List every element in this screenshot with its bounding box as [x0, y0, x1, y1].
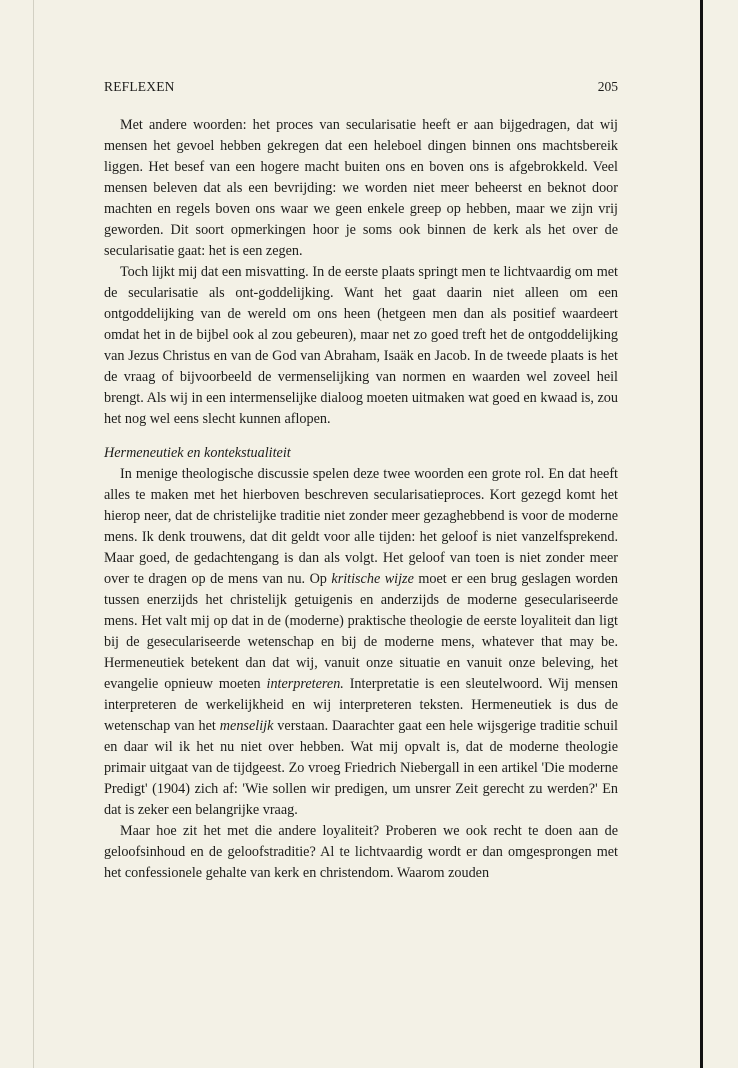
page-number: 205: [597, 79, 618, 94]
paragraph-3-text-3: Interpretatie is een sleutelwoord. Wij mensen interpreteren de werkelijkheid en wij interpreteren teksten. Hermeneutiek is dus de wetenschap van het: [104, 676, 618, 734]
page-edge-left: [33, 0, 34, 1068]
paragraph-2: Toch lijkt mij dat een misvatting. In de eerste plaats springt men te lichtvaardig om met de secularisatie als ont-goddelijking. Want het gaat daarin niet alleen om een ontgoddelijking van de wereld om ons heen (hetgeen men dan als positief waardeert omdat het in de bijbel ook al zou gebeuren), maar net zo goed treft het de ontgoddelijking van Jezus Christus en van de God van Abraham, Isaäk en Jacob. In de tweede plaats is het de vraag of bijvoorbeeld de vermenselijking van normen en waarden wel zoveel heil brengt. Als wij in een intermenselijke dialoog moeten uitmaken wat goed en kwaad is, zou het nog wel eens slecht kunnen aflopen.: [104, 264, 618, 427]
emphasis-kritische-wijze: kritische wijze: [331, 571, 414, 587]
paragraph-1: Met andere woorden: het proces van secularisatie heeft er aan bijgedragen, dat wij mensen het gevoel hebben gekregen dat een heleboel dingen binnen ons machtsbereik liggen. Het besef van een hogere macht buiten ons en boven ons is afgebrokkeld. Veel mensen beleven dat als een bevrijding: we worden niet meer beheerst en beknot door machten en regels boven ons waar we geen enkele greep op hebben, maar we zijn vrij geworden. Dit soort opmerkingen hoor je soms ook binnen de kerk als het over de secularisatie gaat: het is een zegen.: [104, 117, 618, 259]
paragraph-3-text-2: moet er een brug geslagen worden tussen enerzijds het christelijk getuigenis en anderzijds de moderne geseculariseerde mens. Het valt mij op dat in de (moderne) praktische theologie de eerste loyaliteit dan ligt bij de geseculariseerde wetenschap en bij de moderne mens, whatever that may be. Hermeneutiek betekent dan dat wij, vanuit onze situatie en vanuit onze beleving, het evangelie opnieuw moeten: [104, 571, 618, 692]
page-edge-right: [700, 0, 703, 1068]
paragraph-4: Maar hoe zit het met die andere loyaliteit? Proberen we ook recht te doen aan de geloofsinhoud en de geloofstraditie? Al te lichtvaardig wordt er dan omgesprongen met het confessionele gehalte van kerk en christendom. Waarom zouden: [104, 823, 618, 881]
paragraph-3-text-4: verstaan. Daarachter gaat een hele wijsgerige traditie schuil en daar wil ik het nu niet over hebben. Wat mij opvalt is, dat de moderne theologie primair uitgaat van de tijdgeest. Zo vroeg Friedrich Niebergall in een artikel 'Die moderne Predigt' (1904) zich af: 'Wie sollen wir predigen, um unsrer Zeit gerecht zu werden?' En dat is zeker een belangrijke vraag.: [104, 718, 618, 818]
paragraph-3: [104, 464, 618, 821]
body-text: [104, 115, 618, 884]
emphasis-menselijk: menselijk: [219, 718, 274, 734]
section-heading: Hermeneutiek en kontekstualiteit: [104, 445, 291, 461]
paragraph-3-text-1: In menige theologische discussie spelen deze twee woorden een grote rol. En dat heeft alles te maken met het hierboven beschreven secularisatieproces. Kort gezegd komt het hierop neer, dat de christelijke traditie niet zonder meer gezaghebbend is voor de moderne mens. Ik denk trouwens, dat dit geldt voor alle tijden: het geloof is niet vanzelfsprekend. Maar goed, de gedachtengang is dan als volgt. Het geloof van toen is niet zonder meer over te dragen op de mens van nu. Op: [104, 466, 618, 587]
emphasis-interpreteren: interpreteren.: [266, 676, 344, 692]
running-title: REFLEXEN: [104, 79, 175, 94]
